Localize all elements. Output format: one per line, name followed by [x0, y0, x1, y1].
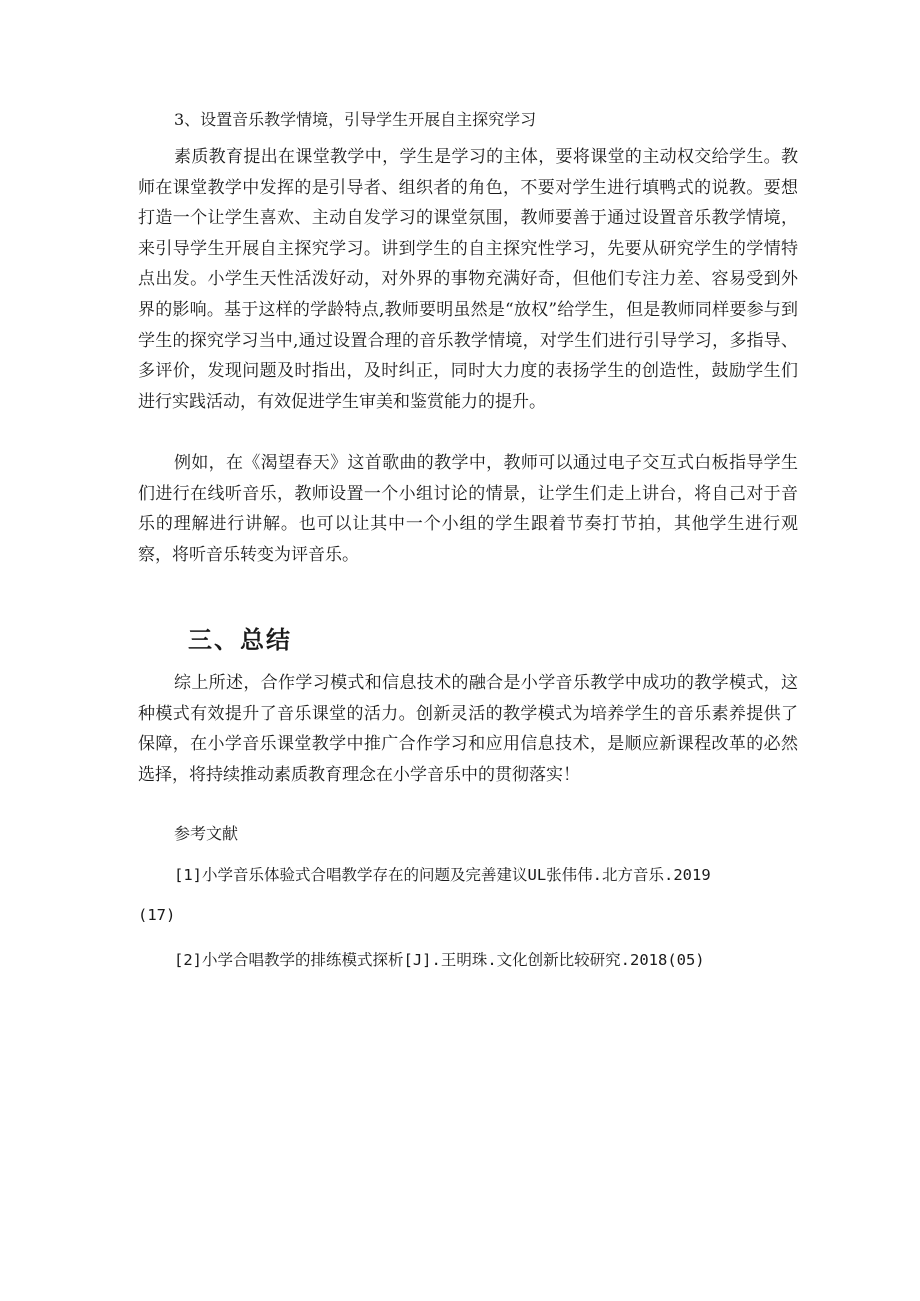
- reference-item-1: [1]小学音乐体验式合唱教学存在的问题及完善建议UL张伟伟.北方音乐.2019(17): [138, 866, 711, 924]
- section-heading-summary: 三、总结: [188, 626, 292, 654]
- body-paragraph-student-inquiry: 素质教育提出在课堂教学中，学生是学习的主体，要将课堂的主动权交给学生。教师在课堂教学中发挥的是引导者、组织者的角色，不要对学生进行填鸭式的说教。要想打造一个让学生喜欢、主动自发学习的课堂氛围，教师要善于通过设置音乐教学情境，来引导学生开展自主探究学习。讲到学生的自主探究性学习，先要从研究学生的学情特点出发。小学生天性活泼好动，对外界的事物充满好奇，但他们专注力差、容易受到外界的影响。基于这样的学龄特点,教师要明虽然是“放权”给学生，但是教师同样要参与到学生的探究学习当中,通过设置合理的音乐教学情境，对学生们进行引导学习，多指导、多评价，发现问题及时指出，及时纠正，同时大力度的表扬学生的创造性，鼓励学生们进行实践活动，有效促进学生审美和鉴赏能力的提升。: [138, 147, 798, 412]
- subsection-heading: 3、设置音乐教学情境，引导学生开展自主探究学习: [174, 110, 537, 129]
- references-title: 参考文献: [174, 824, 239, 843]
- body-paragraph-example: 例如，在《渴望春天》这首歌曲的教学中，教师可以通过电子交互式白板指导学生们进行在线听音乐，教师设置一个小组讨论的情景，让学生们走上讲台，将自己对于音乐的理解进行讲解。也可以让其中一个小组的学生跟着节奏打节拍，其他学生进行观察，将听音乐转变为评音乐。: [138, 453, 798, 565]
- reference-item-2: [2]小学合唱教学的排练模式探析[J].王明珠.文化创新比较研究.2018(05): [174, 951, 705, 969]
- body-paragraph-summary: 综上所述，合作学习模式和信息技术的融合是小学音乐教学中成功的教学模式，这种模式有效提升了音乐课堂的活力。创新灵活的教学模式为培养学生的音乐素养提供了保障，在小学音乐课堂教学中推广合作学习和应用信息技术，是顺应新课程改革的必然选择，将持续推动素质教育理念在小学音乐中的贯彻落实！: [138, 673, 798, 785]
